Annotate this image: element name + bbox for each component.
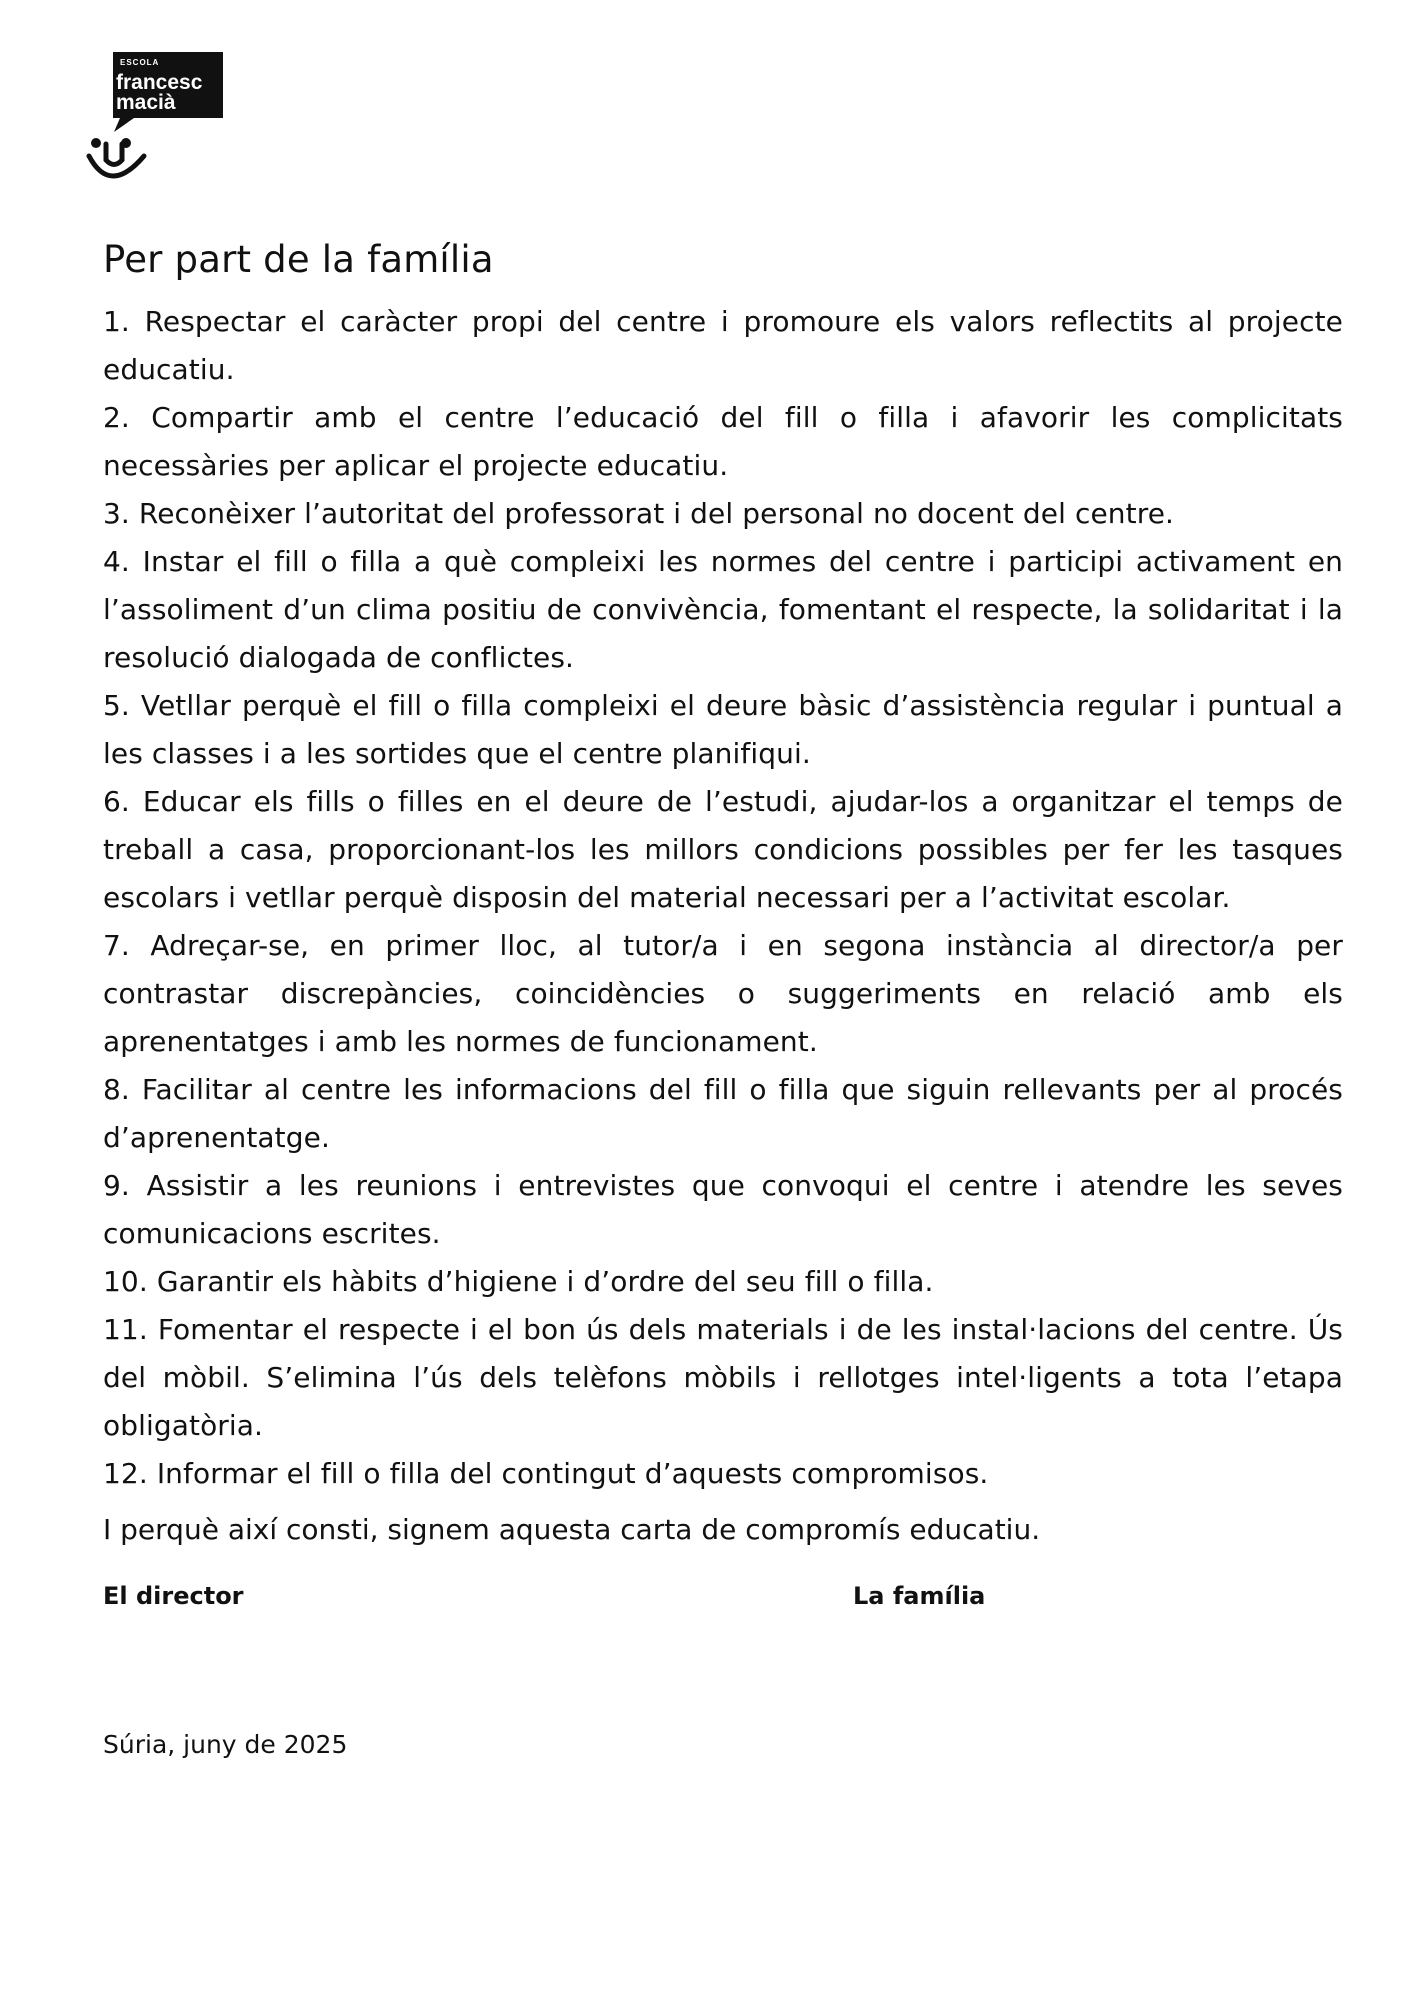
logo-name-line1: francesc (116, 71, 203, 94)
logo-school-label: ESCOLA (120, 58, 160, 67)
commitment-item: 1. Respectar el caràcter propi del centre i promoure els valors reflectits al projecte educatiu. (103, 305, 1343, 386)
family-signature-label: La família (853, 1582, 986, 1610)
signature-block (103, 1582, 1343, 1622)
director-signature-label: El director (103, 1582, 244, 1610)
commitment-item: 12. Informar el fill o filla del contingut d’aquests compromisos. (103, 1457, 989, 1490)
section-title: Per part de la família (103, 238, 494, 281)
commitment-item: 5. Vetllar perquè el fill o filla compleixi el deure bàsic d’assistència regular i puntual a les classes i a les sortides que el centre planifiqui. (103, 689, 1343, 770)
commitment-item: 10. Garantir els hàbits d’higiene i d’ordre del seu fill o filla. (103, 1265, 934, 1298)
place-and-date: Súria, juny de 2025 (103, 1730, 348, 1759)
commitment-item: 9. Assistir a les reunions i entrevistes que convoqui el centre i atendre les seves comunicacions escrites. (103, 1169, 1343, 1250)
commitment-item: 2. Compartir amb el centre l’educació del fill o filla i afavorir les complicitats necessàries per aplicar el projecte educatiu. (103, 401, 1343, 482)
commitment-item: 4. Instar el fill o filla a què compleixi les normes del centre i participi activament en l’assoliment d’un clima positiu de convivència, fomentant el respecte, la solidaritat i la resolució dialogada de conflictes. (103, 545, 1343, 674)
logo-nose (106, 144, 122, 165)
commitment-item: 7. Adreçar-se, en primer lloc, al tutor/a i en segona instància al director/a per contrastar discrepàncies, coincidències o suggeriments en relació amb els aprenentatges i amb les normes de funcionament. (103, 929, 1343, 1058)
logo-name-line2: macià (116, 91, 176, 114)
commitment-item: 6. Educar els fills o filles en el deure de l’estudi, ajudar-los a organitzar el temps de treball a casa, proporcionant-los les millors condicions possibles per fer les tasques escolars i vetllar perquè disposin del material necessari per a l’activitat escolar. (103, 785, 1343, 914)
logo-eye-left (91, 138, 101, 148)
school-logo-graphic (80, 48, 240, 198)
logo-speech-tail (114, 118, 134, 132)
closing-statement: I perquè així consti, signem aquesta carta de compromís educatiu. (103, 1513, 1041, 1546)
commitment-item: 8. Facilitar al centre les informacions del fill o filla que siguin rellevants per al procés d’aprenentatge. (103, 1073, 1343, 1154)
commitment-item: 11. Fomentar el respecte i el bon ús dels materials i de les instal·lacions del centre. Ús del mòbil. S’elimina l’ús dels telèfons mòbils i rellotges intel·ligents a tota l’etapa obligatòria. (103, 1313, 1343, 1442)
school-logo (80, 48, 240, 198)
commitment-item: 3. Reconèixer l’autoritat del professorat i del personal no docent del centre. (103, 497, 1175, 530)
commitment-section (103, 232, 1343, 1622)
commitment-list (103, 298, 1343, 1498)
